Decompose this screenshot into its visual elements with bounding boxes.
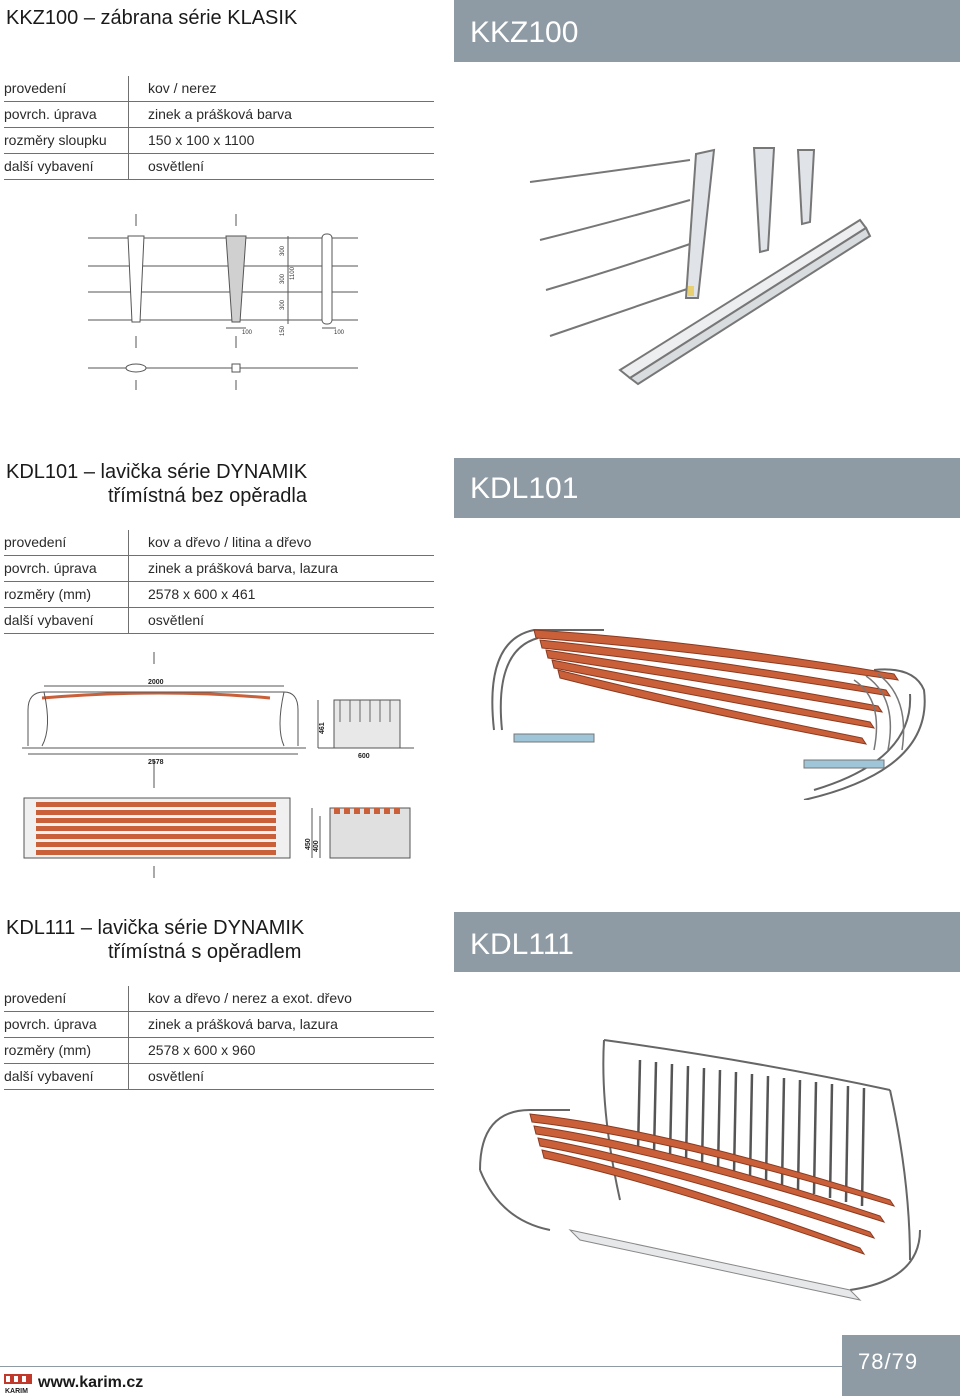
spec-value: kov a dřevo / nerez a exot. dřevo (148, 990, 352, 1006)
spec-label: povrch. úprava (4, 106, 97, 122)
spec-row (4, 582, 434, 608)
spec-label: další vybavení (4, 612, 94, 628)
product-title-line2: třímístná bez opěradla (108, 485, 307, 507)
spec-value: zinek a prášková barva (148, 106, 292, 122)
dim-label: 300 (280, 245, 286, 256)
dim-label: 461 (319, 722, 326, 734)
spec-label: další vybavení (4, 1068, 94, 1084)
spec-label: provedení (4, 990, 67, 1006)
sketch-kdl111 (470, 1030, 930, 1310)
product-code: KKZ100 (470, 16, 579, 49)
spec-label: provedení (4, 534, 67, 550)
spec-table (4, 986, 434, 1090)
product-title (6, 460, 307, 508)
karim-logo-icon (4, 1372, 34, 1394)
dim-label: 300 (280, 299, 286, 310)
product-title (6, 6, 297, 30)
product-title (6, 916, 304, 964)
spec-row (4, 76, 434, 102)
spec-row (4, 102, 434, 128)
spec-label: rozměry sloupku (4, 132, 107, 148)
spec-value: 2578 x 600 x 960 (148, 1042, 256, 1058)
spec-row (4, 1012, 434, 1038)
product-code: KDL101 (470, 472, 579, 505)
spec-row (4, 1064, 434, 1090)
product-kdl101 (0, 440, 960, 900)
spec-row (4, 608, 434, 634)
dim-label: 400 (313, 840, 320, 852)
spec-value: osvětlení (148, 1068, 205, 1084)
product-kdl111 (0, 900, 960, 1330)
page-number: 78/79 (858, 1349, 919, 1374)
dim-label: 1100 (290, 267, 296, 280)
product-code-box (454, 912, 960, 972)
spec-label: povrch. úprava (4, 1016, 97, 1032)
dim-label: 100 (242, 330, 253, 336)
product-kkz100 (0, 0, 960, 440)
footer-divider (0, 1366, 842, 1367)
product-title-line1: KKZ100 – zábrana série KLASIK (6, 7, 298, 29)
technical-drawing-kkz100 (88, 208, 368, 398)
spec-label: povrch. úprava (4, 560, 97, 576)
spec-value: 2578 x 600 x 461 (148, 586, 256, 602)
spec-label: rozměry (mm) (4, 586, 92, 602)
spec-row (4, 556, 434, 582)
spec-value: zinek a prášková barva, lazura (148, 560, 338, 576)
footer-url[interactable]: www.karim.cz (38, 1374, 144, 1391)
dim-label: 600 (358, 753, 370, 760)
spec-value: osvětlení (148, 158, 205, 174)
spec-value: 150 x 100 x 1100 (148, 132, 255, 148)
spec-row (4, 986, 434, 1012)
spec-row (4, 530, 434, 556)
spec-value: kov a dřevo / litina a dřevo (148, 534, 312, 550)
sketch-kdl101 (474, 610, 934, 800)
product-title-line2: třímístná s opěradlem (108, 941, 302, 963)
dim-label: 2578 (148, 759, 164, 766)
dim-label: 150 (280, 325, 286, 336)
spec-label: rozměry (mm) (4, 1042, 92, 1058)
spec-row (4, 128, 434, 154)
sketch-kkz100 (520, 140, 940, 430)
spec-table (4, 530, 434, 634)
spec-value: kov / nerez (148, 80, 217, 96)
product-title-line1: KDL111 – lavička série DYNAMIK (6, 917, 305, 939)
product-code-box (454, 458, 960, 518)
dim-label: 2000 (148, 679, 164, 686)
spec-table (4, 76, 434, 180)
product-title-line1: KDL101 – lavička série DYNAMIK (6, 461, 308, 483)
dim-label: 100 (334, 330, 345, 336)
spec-row (4, 154, 434, 180)
spec-row (4, 1038, 434, 1064)
spec-value: osvětlení (148, 612, 205, 628)
technical-drawing-kdl101 (22, 648, 422, 880)
product-code: KDL111 (470, 928, 574, 961)
spec-label: provedení (4, 80, 67, 96)
page-number-box (842, 1335, 960, 1396)
logo-text: KARIM (5, 1388, 28, 1394)
dim-label: 300 (280, 273, 286, 284)
product-code-box (454, 0, 960, 62)
dim-label: 450 (305, 838, 312, 850)
spec-label: další vybavení (4, 158, 94, 174)
spec-value: zinek a prášková barva, lazura (148, 1016, 338, 1032)
